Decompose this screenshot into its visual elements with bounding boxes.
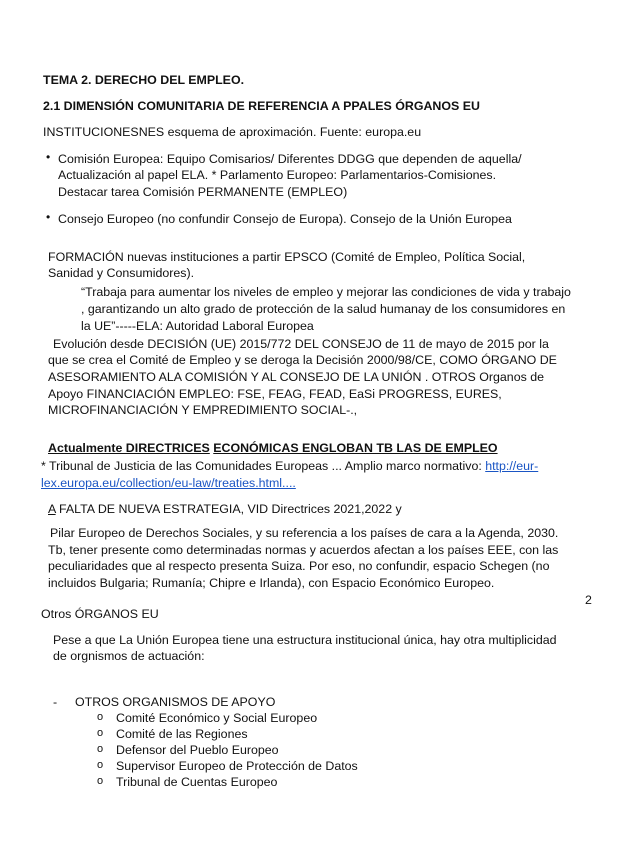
pilar-line: incluidos Bulgaria; Rumanía; Chipre e Irlanda), con Espacio Económico Europeo.	[48, 576, 495, 590]
apoyo-heading: OTROS ORGANISMOS DE APOYO	[75, 695, 276, 709]
evolucion-line: ASESORAMIENTO ALA COMISIÓN Y AL CONSEJO DE LA UNIÓN . OTROS Organos de	[48, 370, 545, 384]
bullet-line: Destacar tarea Comisión PERMANENTE (EMPLEO)	[58, 185, 348, 199]
tribunal-link-line	[41, 475, 296, 491]
actualmente-part1: Actualmente DIRECTRICES	[48, 441, 210, 455]
bullet-line: Comisión Europea: Equipo Comisarios/ Diferentes DDGG que dependen de aquella/	[58, 152, 522, 166]
quote-line: “Trabaja para aumentar los niveles de empleo y mejorar las condiciones de vida y trabajo	[81, 285, 571, 299]
section-subtitle: 2.1 DIMENSIÓN COMUNITARIA DE REFERENCIA A PPALES ÓRGANOS EU	[43, 99, 480, 113]
pese-line: Pese a que La Unión Europea tiene una estructura institucional única, hay otra multiplicidad	[53, 633, 557, 647]
falta-first-letter: A	[48, 502, 56, 516]
tribunal-line	[41, 458, 538, 474]
actualmente-heading	[48, 440, 498, 456]
otros-organos-heading: Otros ÓRGANOS EU	[41, 607, 159, 621]
evolucion-line: que se crea el Comité de Empleo y se deroga la Decisión 2000/98/CE, COMO ÓRGANO DE	[48, 353, 557, 367]
pese-line: de orgnismos de actuación:	[53, 649, 205, 663]
actualmente-part2: ECONÓMICAS ENGLOBAN TB LAS DE EMPLEO	[213, 441, 498, 455]
page-number: 2	[585, 593, 592, 607]
falta-rest: FALTA DE NUEVA ESTRATEGIA, VID Directrices 2021,2022 y	[55, 502, 402, 516]
bullet-line: Actualización al papel ELA. * Parlamento Europeo: Parlamentarios-Comisiones.	[58, 168, 497, 182]
document-title: TEMA 2. DERECHO DEL EMPLEO.	[43, 73, 245, 87]
evolucion-line: Apoyo FINANCIACIÓN EMPLEO: FSE, FEAG, FEAD, EaSi PROGRESS, EURES,	[48, 387, 502, 401]
intro-line: INSTITUCIONESNES esquema de aproximación. Fuente: europa.eu	[43, 125, 422, 139]
eur-lex-link[interactable]: http://eur-	[485, 459, 539, 473]
apoyo-item: Comité de las Regiones	[116, 727, 248, 741]
falta-line	[48, 501, 402, 517]
apoyo-item: Defensor del Pueblo Europeo	[116, 743, 279, 757]
evolucion-line: MICROFINANCIACIÓN Y EMPREDIMIENTO SOCIAL-.,	[48, 403, 358, 417]
formacion-line: FORMACIÓN nuevas instituciones a partir EPSCO (Comité de Empleo, Política Social,	[48, 250, 526, 264]
bullet-marker: •	[46, 210, 51, 224]
sub-bullet-marker: o	[97, 775, 104, 787]
evolucion-line: Evolución desde DECISIÓN (UE) 2015/772 DEL CONSEJO de 11 de mayo de 2015 por la	[53, 337, 549, 351]
pilar-line: peculiaridades que al respecto presenta Suiza. Por eso, no confundir, espacio Schegen (no	[48, 559, 550, 573]
bullet-line: Consejo Europeo (no confundir Consejo de Europa). Consejo de la Unión Europea	[58, 212, 512, 226]
sub-bullet-marker: o	[97, 759, 104, 771]
sub-bullet-marker: o	[97, 727, 104, 739]
pilar-line: Pilar Europeo de Derechos Sociales, y su referencia a los países de cara a la Agenda, 2030.	[50, 526, 559, 540]
quote-line: la UE”-----ELA: Autoridad Laboral Europea	[81, 319, 314, 333]
eur-lex-link-continued[interactable]: lex.europa.eu/collection/eu-law/treaties.html....	[41, 476, 296, 490]
formacion-line: Sanidad y Consumidores).	[48, 266, 195, 280]
sub-bullet-marker: o	[97, 743, 104, 755]
tribunal-text: * Tribunal de Justicia de las Comunidades Europeas ... Amplio marco normativo:	[41, 459, 486, 473]
apoyo-item: Comité Económico y Social Europeo	[116, 711, 318, 725]
apoyo-item: Supervisor Europeo de Protección de Datos	[116, 759, 358, 773]
dash-marker: -	[53, 695, 58, 709]
apoyo-item: Tribunal de Cuentas Europeo	[116, 775, 278, 789]
sub-bullet-marker: o	[97, 711, 104, 723]
pilar-line: Tb, tener presente como determinadas normas y acuerdos afectan a los países EEE, con las	[48, 543, 559, 557]
bullet-marker: •	[46, 150, 51, 164]
quote-line: , garantizando un alto grado de protección de la salud humanay de los consumidores en	[81, 302, 566, 316]
